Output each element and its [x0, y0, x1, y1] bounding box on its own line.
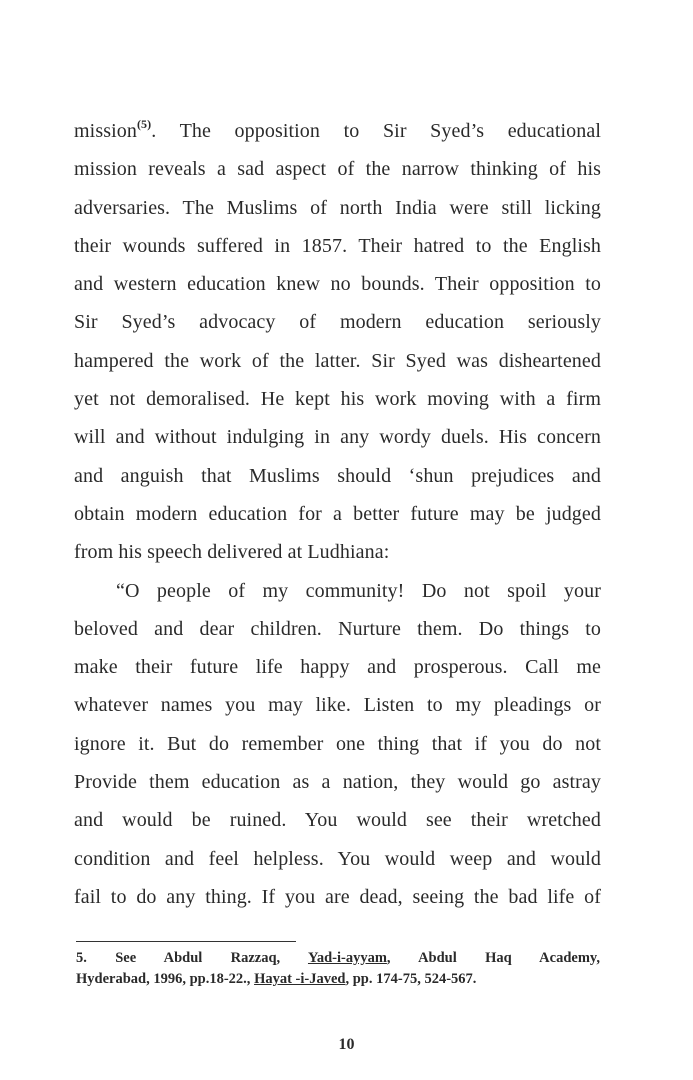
- text-line: from his speech delivered at Ludhiana:: [74, 541, 390, 564]
- text-line: hampered the work of the latter. Sir Syed was disheartened: [74, 349, 601, 372]
- quote-line: ignore it. But do remember one thing that if you do not: [74, 732, 601, 755]
- quote-line: Provide them education as a nation, they would go astray: [74, 771, 601, 794]
- text-line: will and without indulging in any wordy duels. His concern: [74, 426, 601, 449]
- text-line: Sir Syed’s advocacy of modern education seriously: [74, 311, 601, 334]
- text-line: and anguish that Muslims should ‘shun prejudices and: [74, 464, 601, 487]
- text-line: [74, 112, 601, 150]
- text-line: yet not demoralised. He kept his work moving with a firm: [74, 388, 601, 411]
- footnote-text: Hyderabad, 1996, pp.18-22.,: [76, 971, 255, 987]
- quote-line: whatever names you may like. Listen to my pleadings or: [74, 694, 601, 717]
- footnote: [76, 948, 600, 990]
- quote-line: make their future life happy and prosperous. Call me: [74, 656, 601, 679]
- quote-line: and would be ruined. You would see their wretched: [74, 809, 601, 832]
- quote-line: condition and feel helpless. You would weep and would: [74, 847, 601, 870]
- footnote-divider: [76, 941, 296, 942]
- footnote-text: , Abdul Haq Academy,: [386, 950, 600, 966]
- page-number: 10: [338, 1036, 355, 1053]
- text-span: . The opposition to Sir Syed’s educational: [151, 120, 601, 142]
- text-line: and western education knew no bounds. Their opposition to: [74, 273, 601, 296]
- footnote-title-underlined: Yad-i-ayyam: [307, 950, 387, 966]
- text-line: adversaries. The Muslims of north India were still licking: [74, 196, 601, 219]
- text-line: obtain modern education for a better future may be judged: [74, 502, 601, 525]
- footnote-reference: (5): [136, 117, 152, 131]
- quote-line: beloved and dear children. Nurture them. Do things to: [74, 617, 601, 640]
- footnote-text: 5. See Abdul Razzaq,: [76, 950, 308, 966]
- footnote-line: [76, 969, 600, 990]
- quote-line: “O people of my community! Do not spoil your: [116, 579, 601, 602]
- text-line: their wounds suffered in 1857. Their hatred to the English: [74, 234, 601, 257]
- text-span: mission: [74, 120, 137, 142]
- body-text: [74, 112, 601, 916]
- quote-line: fail to do any thing. If you are dead, seeing the bad life of: [74, 885, 601, 908]
- footnote-text: , pp. 174-75, 524-567.: [345, 971, 477, 987]
- text-line: mission reveals a sad aspect of the narrow thinking of his: [74, 158, 601, 181]
- footnote-line: [76, 948, 600, 969]
- footnote-title-underlined: Hayat -i-Javed: [254, 971, 346, 987]
